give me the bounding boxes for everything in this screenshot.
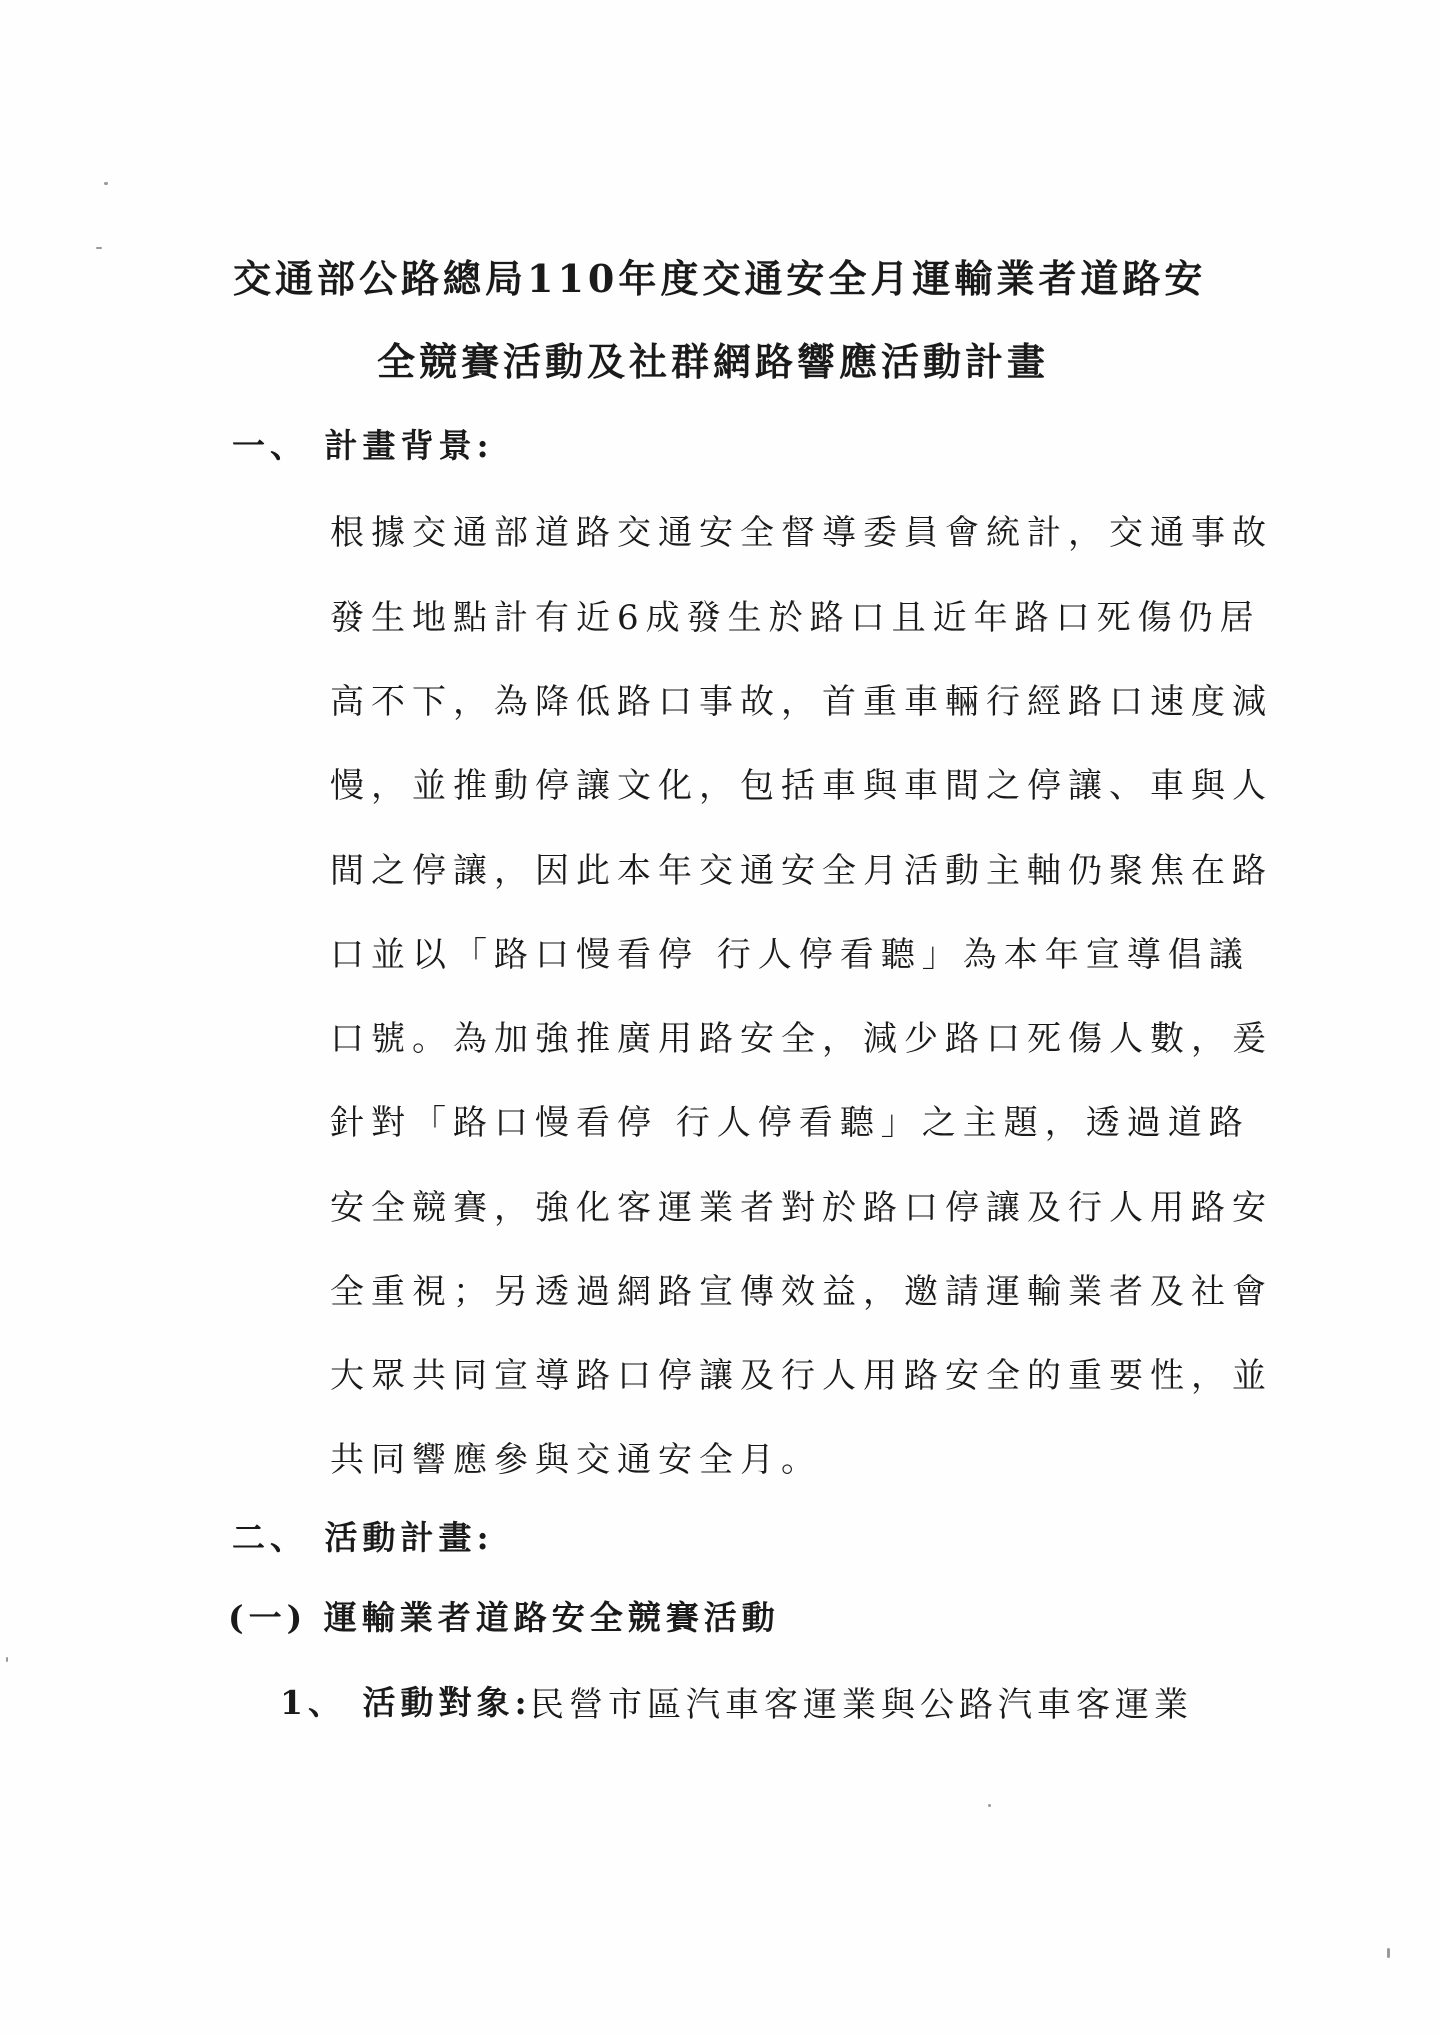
paragraph-line: 安全競賽，強化客運業者對於路口停讓及行人用路安 [330,1188,1273,1228]
paragraph-line: 口號。為加強推廣用路安全，減少路口死傷人數，爰 [330,1019,1273,1059]
scan-speck [96,247,102,249]
paragraph-line: 間之停讓，因此本年交通安全月活動主軸仍聚焦在路 [330,851,1273,891]
subsection-heading: (一) 運輸業者道路安全競賽活動 [228,1598,780,1637]
paragraph-line: 發生地點計有近6成發生於路口且近年路口死傷仍居 [330,598,1261,638]
paragraph-line: 全重視；另透過網路宣傳效益，邀請運輸業者及社會 [330,1272,1273,1312]
paragraph-line: 共同響應參與交通安全月。 [330,1440,822,1480]
paragraph-line: 高不下，為降低路口事故，首重車輛行經路口速度減 [330,682,1273,722]
paragraph-line: 大眾共同宣導路口停讓及行人用路安全的重要性，並 [330,1356,1273,1396]
item-1-text: 民營市區汽車客運業與公路汽車客運業 [530,1685,1193,1725]
scan-speck [6,1657,8,1662]
section-heading-background: 一、 計畫背景: [232,426,494,465]
scan-speck [104,182,108,185]
paragraph-line: 針對「路口慢看停 行人停看聽」之主題，透過道路 [330,1103,1250,1143]
scan-speck [1387,1948,1390,1958]
section-heading-activity-plan: 二、 活動計畫: [232,1518,494,1557]
paragraph-line: 慢，並推動停讓文化，包括車與車間之停讓、車與人 [330,766,1273,806]
paragraph-line: 口並以「路口慢看停 行人停看聽」為本年宣導倡議 [330,935,1250,975]
document-title-line-2: 全競賽活動及社群網路響應活動計畫 [377,339,1050,384]
item-1-label: 1、 活動對象: [280,1683,532,1722]
document-title-line-1: 交通部公路總局110年度交通安全月運輸業者道路安 [233,256,1207,301]
paragraph-line: 根據交通部道路交通安全督導委員會統計，交通事故 [330,513,1273,553]
scan-speck [988,1804,991,1807]
